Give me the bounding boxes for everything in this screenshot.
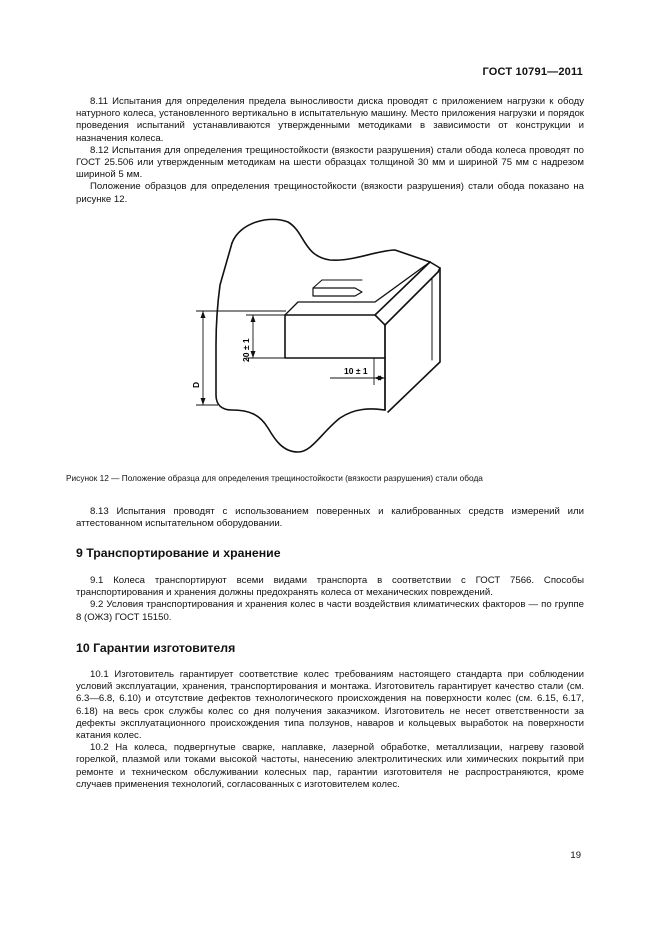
paragraph-8-11: 8.11 Испытания для определения предела выносливости диска проводят с приложением нагрузки к ободу натурного колеса, установленного вертикально в испытательную машину. Место приложения нагрузки и порядок проведения испытаний устанавливаются утвержденными методиками в зависимости от конструкции и назначения колеса. [76,96,584,144]
page-number: 19 [570,850,581,861]
section-10-body [76,669,584,791]
paragraph-9-1: 9.1 Колеса транспортируют всеми видами транспорта в соответствии с ГОСТ 7566. Способы транспортирования и хранения должны предохранять колеса от механических повреждений. [76,575,584,599]
section-10-heading: 10 Гарантии изготовителя [76,641,236,655]
paragraph-813-block [76,506,584,530]
section-9-body [76,575,584,624]
paragraph-10-1: 10.1 Изготовитель гарантирует соответствие колес требованиям настоящего стандарта при соблюдении условий эксплуатации, хранения, транспортирования и монтажа. Изготовитель гарантирует качество стали (см. 6.3—6.8, 6.10) и отсутствие дефектов технологического происхождения на поверхности колес (см. 6.15, 6.17, 6.18) на весь срок службы колес со дня получения заказчиком. Изготовитель не несет ответственности за дефекты эксплуатационного происхождения типа ползунов, наваров и кольцевых выработок на поверхности катания колес. [76,669,584,742]
dim-10-label: 10 ± 1 [344,366,368,376]
standard-number: ГОСТ 10791—2011 [482,66,583,78]
section-9-heading: 9 Транспортирование и хранение [76,546,281,560]
paragraph-8-12: 8.12 Испытания для определения трещиностойкости (вязкости разрушения) стали обода колеса проводят по ГОСТ 25.506 или утвержденным методикам на шести образцах толщиной 30 мм и шириной 75 мм с надрезом шириной 5 мм. [76,144,584,181]
figure-caption: Рисунок 12 — Положение образца для определения трещиностойкости (вязкости разрушения) стали обода [66,473,483,483]
paragraph-figure-ref: Положение образцов для определения трещиностойкости (вязкости разрушения) стали обода показано на рисунке 12. [76,181,584,205]
rim-top-profile [232,219,430,262]
paragraph-10-2: 10.2 На колеса, подвергнутые сварке, наплавке, лазерной обработке, металлизации, нагреву газовой горелкой, плазмой или токами высокой частоты, нанесению электролитических или химических покрытий при ремонте и техническом обслуживании колесных пар, гарантии изготовителя не распространяются, кроме случаев применения технологий, согласованных с изготовителем колес. [76,742,584,790]
sample-notch [313,288,362,296]
paragraph-8-13: 8.13 Испытания проводят с использованием поверенных и калиброванных средств измерений или аттестованном испытательном оборудовании. [76,506,584,530]
sample-front-face [285,315,385,358]
dim-20-label: 20 ± 1 [241,338,251,362]
paragraph-9-2: 9.2 Условия транспортирования и хранения колес в части воздействия климатических факторов — по группе 8 (ОЖЗ) ГОСТ 15150. [76,599,584,623]
dim-d-label: D [191,381,201,388]
